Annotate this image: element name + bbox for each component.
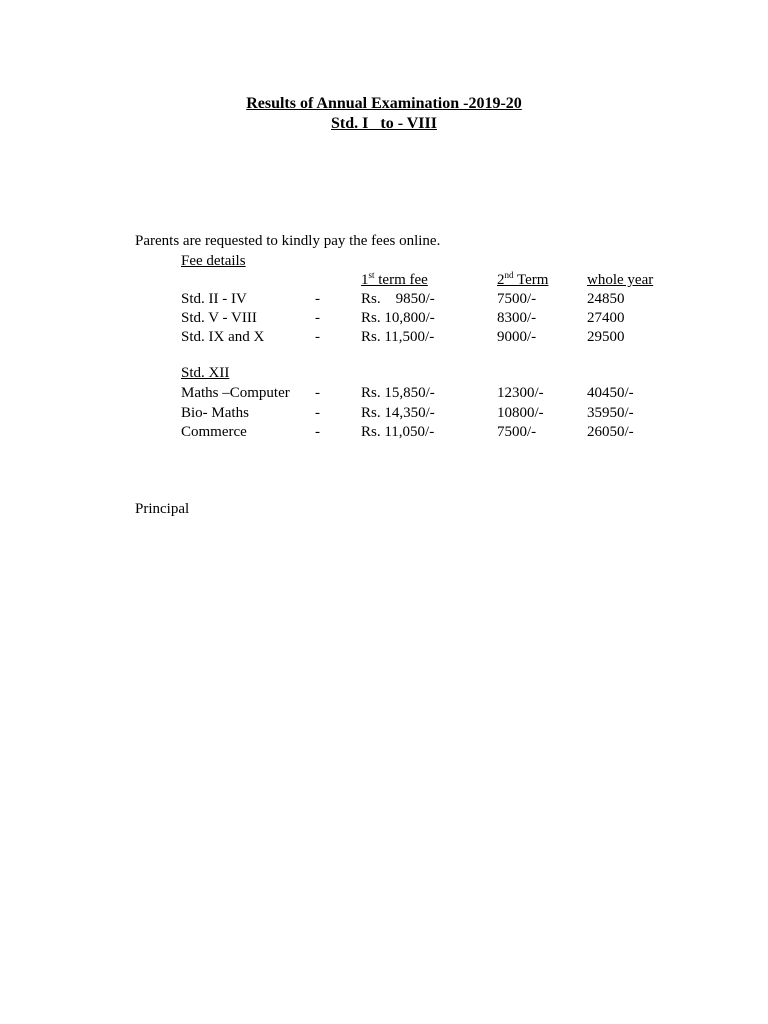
term1-fee: Rs. 11,500/- [361, 329, 435, 345]
dash: - [315, 329, 320, 345]
term1-fee: Rs. 14,350/- [361, 405, 435, 421]
std-xii-heading: Std. XII [181, 365, 230, 381]
term1-fee: Rs. 9850/- [361, 291, 435, 307]
std-label: Std. II - IV [181, 291, 247, 307]
page-subtitle: Std. I to - VIII [331, 115, 437, 132]
signature: Principal [135, 501, 190, 517]
column-header-whole-year: whole year [587, 272, 654, 288]
dash: - [315, 291, 320, 307]
term2-fee: 9000/- [497, 329, 537, 345]
std-label: Std. V - VIII [181, 310, 257, 326]
page-title: Results of Annual Examination -2019-20 [246, 95, 522, 112]
notice-text: Parents are requested to kindly pay the fees online. [135, 233, 441, 249]
term2-fee: 12300/- [497, 385, 544, 401]
term1-fee: Rs. 11,050/- [361, 424, 435, 440]
whole-year-fee: 35950/- [587, 405, 634, 421]
std-label: Commerce [181, 424, 247, 440]
dash: - [315, 385, 320, 401]
std-label: Bio- Maths [181, 405, 249, 421]
whole-year-fee: 40450/- [587, 385, 634, 401]
whole-year-fee: 29500 [587, 329, 625, 345]
term2-fee: 7500/- [497, 291, 537, 307]
whole-year-fee: 26050/- [587, 424, 634, 440]
term1-fee: Rs. 10,800/- [361, 310, 435, 326]
std-label: Maths –Computer [181, 385, 290, 401]
whole-year-fee: 27400 [587, 310, 625, 326]
dash: - [315, 310, 320, 326]
dash: - [315, 405, 320, 421]
term1-fee: Rs. 15,850/- [361, 385, 435, 401]
fee-details-heading: Fee details [181, 253, 246, 269]
std-label: Std. IX and X [181, 329, 265, 345]
term2-fee: 7500/- [497, 424, 537, 440]
dash: - [315, 424, 320, 440]
column-header-term2: 2nd Term [497, 270, 549, 288]
whole-year-fee: 24850 [587, 291, 625, 307]
column-header-term1: 1st term fee [361, 270, 428, 288]
term2-fee: 8300/- [497, 310, 537, 326]
term2-fee: 10800/- [497, 405, 544, 421]
